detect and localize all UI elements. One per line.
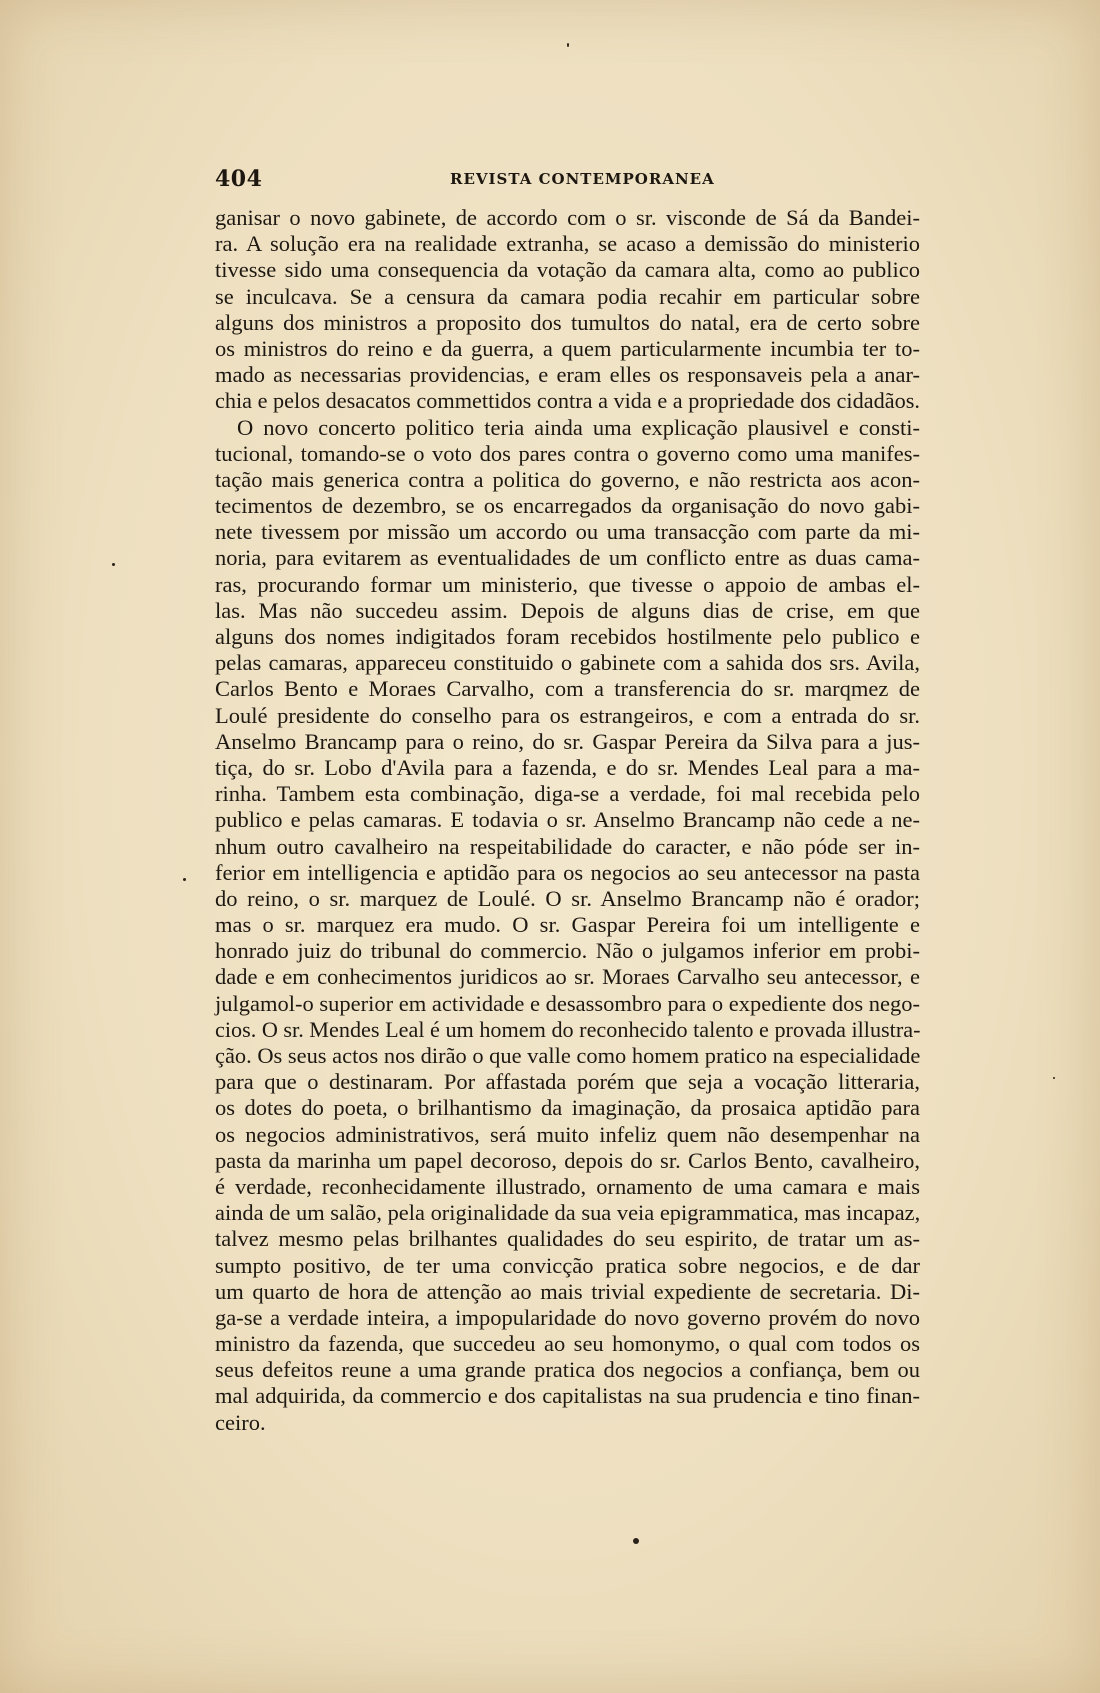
text-line: alguns dos nomes indigitados foram recebidos hostilmente pelo publico e xyxy=(215,624,920,649)
text-line: tação mais generica contra a politica do governo, e não restricta aos acon- xyxy=(215,466,920,492)
text-line: Anselmo Brancamp para o reino, do sr. Gaspar Pereira da Silva para a jus- xyxy=(215,728,920,754)
text-line: sumpto positivo, de ter uma convicção pratica sobre negocios, e de dar xyxy=(215,1252,920,1278)
text-line: O novo concerto politico teria ainda uma explicação plausivel e consti- xyxy=(237,414,920,440)
text-line: rinha. Tambem esta combinação, diga-se a verdade, foi mal recebida pelo xyxy=(215,781,920,807)
text-line: tucional, tomando-se o voto dos pares contra o governo como uma manifes- xyxy=(215,440,920,466)
text-line: ga-se a verdade inteira, a impopularidade do novo governo provém do novo xyxy=(215,1304,920,1330)
ink-speck xyxy=(183,878,186,881)
text-line: mal adquirida, da commercio e dos capitalistas na sua prudencia e tino finan- xyxy=(215,1383,920,1409)
text-line: noria, para evitarem as eventualidades de um conflicto entre as duas cama- xyxy=(215,545,920,571)
text-line: mas o sr. marquez era mudo. O sr. Gaspar Pereira foi um intelligente e xyxy=(215,912,920,938)
text-line: talvez mesmo pelas brilhantes qualidades do seu espirito, de tratar um as- xyxy=(215,1226,920,1252)
text-line: Loulé presidente do conselho para os estrangeiros, e com a entrada do sr. xyxy=(215,702,920,728)
text-line: ra. A solução era na realidade extranha, se acaso a demissão do ministerio xyxy=(215,231,920,257)
text-line: julgamol-o superior em actividade e desassombro para o expediente dos nego- xyxy=(215,990,920,1016)
journal-title: REVISTA CONTEMPORANEA xyxy=(450,170,715,188)
text-line: os ministros do reino e da guerra, a quem particularmente incumbia ter to- xyxy=(215,335,920,361)
text-line: honrado juiz do tribunal do commercio. Não o julgamos inferior em probi- xyxy=(215,938,920,964)
text-line: tiça, do sr. Lobo d'Avila para a fazenda, e do sr. Mendes Leal para a ma- xyxy=(215,754,920,780)
text-line: ceiro. xyxy=(215,1409,266,1435)
text-line: pasta da marinha um papel decoroso, depois do sr. Carlos Bento, cavalheiro, xyxy=(215,1147,920,1173)
text-line: do reino, o sr. marquez de Loulé. O sr. Anselmo Brancamp não é orador; xyxy=(215,885,920,911)
body-text xyxy=(215,205,920,1436)
text-line: alguns dos ministros a proposito dos tumultos do natal, era de certo sobre xyxy=(215,309,920,335)
text-line: Carlos Bento e Moraes Carvalho, com a transferencia do sr. marqmez de xyxy=(215,676,920,702)
text-line: um quarto de hora de attenção ao mais trivial expediente de secretaria. Di- xyxy=(215,1278,920,1304)
text-line: tivesse sido uma consequencia da votação da camara alta, como ao publico xyxy=(215,257,920,283)
text-line: ganisar o novo gabinete, de accordo com o sr. visconde de Sá da Bandei- xyxy=(215,205,920,230)
text-line: nete tivessem por missão um accordo ou uma transacção com parte da mi- xyxy=(215,519,920,545)
text-line: ainda de um salão, pela originalidade da sua veia epigrammatica, mas incapaz, xyxy=(215,1200,921,1226)
text-line: é verdade, reconhecidamente illustrado, ornamento de uma camara e mais xyxy=(215,1173,920,1199)
text-line: se inculcava. Se a censura da camara podia recahir em particular sobre xyxy=(215,283,920,309)
text-line: os dotes do poeta, o brilhantismo da imaginação, da prosaica aptidão para xyxy=(215,1095,920,1121)
ink-speck xyxy=(1053,1077,1055,1079)
text-line: tecimentos de dezembro, se os encarregados da organisação do novo gabi- xyxy=(215,493,920,519)
ink-speck xyxy=(633,1538,639,1544)
page-number: 404 xyxy=(215,166,263,192)
text-line: ras, procurando formar um ministerio, que tivesse o appoio de ambas el- xyxy=(215,571,920,597)
text-line: seus defeitos reune a uma grande pratica dos negocios a confiança, bem ou xyxy=(215,1357,920,1383)
text-line: os negocios administrativos, será muito infeliz quem não desempenhar na xyxy=(215,1121,920,1147)
ink-speck xyxy=(567,43,569,47)
ink-speck xyxy=(112,563,115,566)
text-line: ferior em intelligencia e aptidão para os negocios ao seu antecessor na pasta xyxy=(215,859,920,885)
text-line: ção. Os seus actos nos dirão o que valle como homem pratico na especialidade xyxy=(215,1043,921,1068)
text-line: mado as necessarias providencias, e eram elles os responsaveis pela a anar- xyxy=(215,362,920,388)
text-line: ministro da fazenda, que succedeu ao seu homonymo, o qual com todos os xyxy=(215,1331,920,1357)
text-line: chia e pelos desacatos commettidos contra a vida e a propriedade dos cidadãos. xyxy=(215,388,920,414)
text-line: publico e pelas camaras. E todavia o sr. Anselmo Brancamp não cede a ne- xyxy=(215,807,920,833)
text-line: cios. O sr. Mendes Leal é um homem do reconhecido talento e provada illustra- xyxy=(215,1016,921,1042)
text-line: pelas camaras, appareceu constituido o gabinete com a sahida dos srs. Avila, xyxy=(215,650,920,676)
text-line: para que o destinaram. Por affastada porém que seja a vocação litteraria, xyxy=(215,1069,920,1095)
text-line: dade e em conhecimentos juridicos ao sr. Moraes Carvalho seu antecessor, e xyxy=(215,964,920,990)
running-head xyxy=(215,166,930,196)
text-line: nhum outro cavalheiro na respeitabilidade do caracter, e não póde ser in- xyxy=(215,833,920,859)
text-line: las. Mas não succedeu assim. Depois de alguns dias de crise, em que xyxy=(215,597,920,623)
